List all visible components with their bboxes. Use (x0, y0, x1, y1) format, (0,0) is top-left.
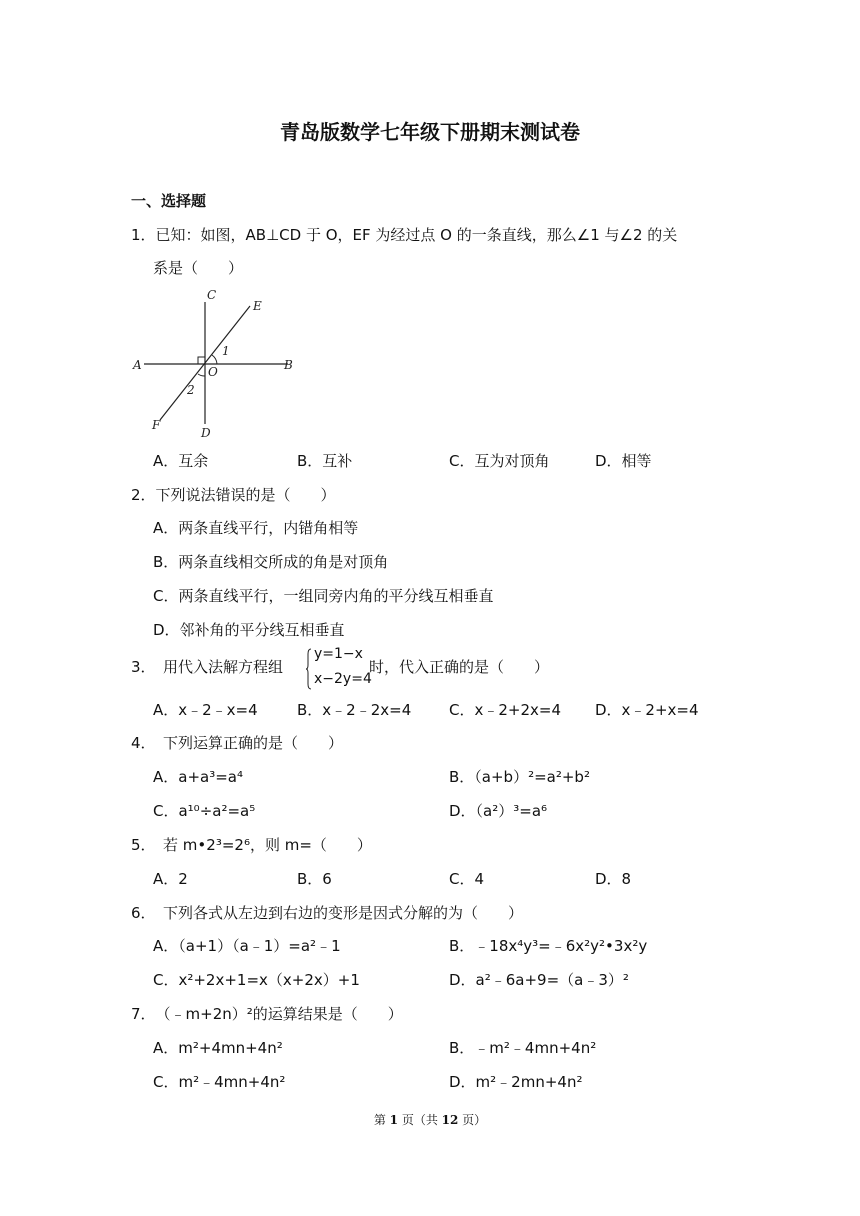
q3-option-d: D．x﹣2+x=4 (595, 701, 699, 719)
q6-option-b: B．﹣18x⁴y³=﹣6x²y²•3x²y (449, 937, 648, 955)
q1-option-c: C．互为对顶角 (449, 452, 550, 470)
q1-option-b: B．互补 (297, 452, 353, 470)
label-a: A (133, 358, 142, 372)
angle-2-arc (198, 374, 205, 376)
q2-option-d: D．邻补角的平分线互相垂直 (153, 621, 345, 639)
page-title: 青岛版数学七年级下册期末测试卷 (280, 120, 580, 144)
q2-option-a: A．两条直线平行，内错角相等 (153, 519, 359, 537)
q5-option-c: C．4 (449, 870, 485, 888)
footer-mid: 页（共 (398, 1113, 442, 1127)
question-3-stem-post: 时，代入正确的是（ ） (369, 658, 550, 676)
q3-option-c: C．x﹣2+2x=4 (449, 701, 561, 719)
footer-page-number: 1 (389, 1113, 398, 1127)
question-2-stem: 2．下列说法错误的是（ ） (131, 486, 336, 504)
q5-option-d: D．8 (595, 870, 632, 888)
label-f: F (152, 418, 161, 432)
q4-option-d: D．（a²）³=a⁶ (449, 802, 548, 820)
brace-icon (306, 648, 312, 690)
angle-1-arc (212, 355, 217, 364)
label-angle-1: 1 (222, 344, 230, 358)
q7-option-b: B．﹣m²﹣4mn+4n² (449, 1039, 597, 1057)
q7-option-c: C．m²﹣4mn+4n² (153, 1073, 286, 1091)
q3-option-a: A．x﹣2﹣x=4 (153, 701, 258, 719)
right-angle-mark (198, 357, 205, 364)
section-heading: 一、选择题 (131, 192, 207, 210)
footer-post: 页） (458, 1113, 487, 1127)
q5-option-b: B．6 (297, 870, 332, 888)
footer-pre: 第 (373, 1113, 390, 1127)
question-4-stem: 4． 下列运算正确的是（ ） (131, 734, 344, 752)
label-o: O (208, 365, 218, 379)
q4-option-a: A．a+a³=a⁴ (153, 768, 244, 786)
q2-option-c: C．两条直线平行，一组同旁内角的平分线互相垂直 (153, 587, 494, 605)
geometry-figure (126, 284, 306, 444)
question-1-stem-line1: 1．已知：如图，AB⊥CD 于 O，EF 为经过点 O 的一条直线，那么∠1 与∠2 的关 (131, 226, 678, 244)
label-c: C (207, 288, 217, 302)
label-d: D (201, 426, 211, 440)
q5-option-a: A．2 (153, 870, 188, 888)
footer-total-pages: 12 (441, 1113, 459, 1127)
q2-option-b: B．两条直线相交所成的角是对顶角 (153, 553, 389, 571)
equation-1: y=1−x (314, 646, 363, 662)
q6-option-c: C．x²+2x+1=x（x+2x）+1 (153, 971, 360, 989)
question-6-stem: 6． 下列各式从左边到右边的变形是因式分解的为（ ） (131, 904, 524, 922)
page-footer (0, 1111, 860, 1128)
q7-option-a: A．m²+4mn+4n² (153, 1039, 283, 1057)
q6-option-d: D．a²﹣6a+9=（a﹣3）² (449, 971, 629, 989)
equation-2: x−2y=4 (314, 671, 372, 687)
label-angle-2: 2 (187, 383, 195, 397)
q4-option-c: C．a¹⁰÷a²=a⁵ (153, 802, 256, 820)
q7-option-d: D．m²﹣2mn+4n² (449, 1073, 583, 1091)
q6-option-a: A．（a+1）（a﹣1）=a²﹣1 (153, 937, 341, 955)
q3-option-b: B．x﹣2﹣2x=4 (297, 701, 412, 719)
q1-option-a: A．互余 (153, 452, 209, 470)
question-7-stem: 7． （﹣m+2n）²的运算结果是（ ） (131, 1005, 403, 1023)
question-3-stem-pre: 3． 用代入法解方程组 (131, 658, 284, 676)
question-1-stem-line2: 系是（ ） (153, 259, 244, 277)
equation-system (306, 646, 372, 692)
q4-option-b: B．（a+b）²=a²+b² (449, 768, 590, 786)
q1-option-d: D．相等 (595, 452, 652, 470)
question-5-stem: 5． 若 m•2³=2⁶，则 m=（ ） (131, 836, 372, 854)
label-b: B (284, 358, 293, 372)
label-e: E (253, 299, 262, 313)
